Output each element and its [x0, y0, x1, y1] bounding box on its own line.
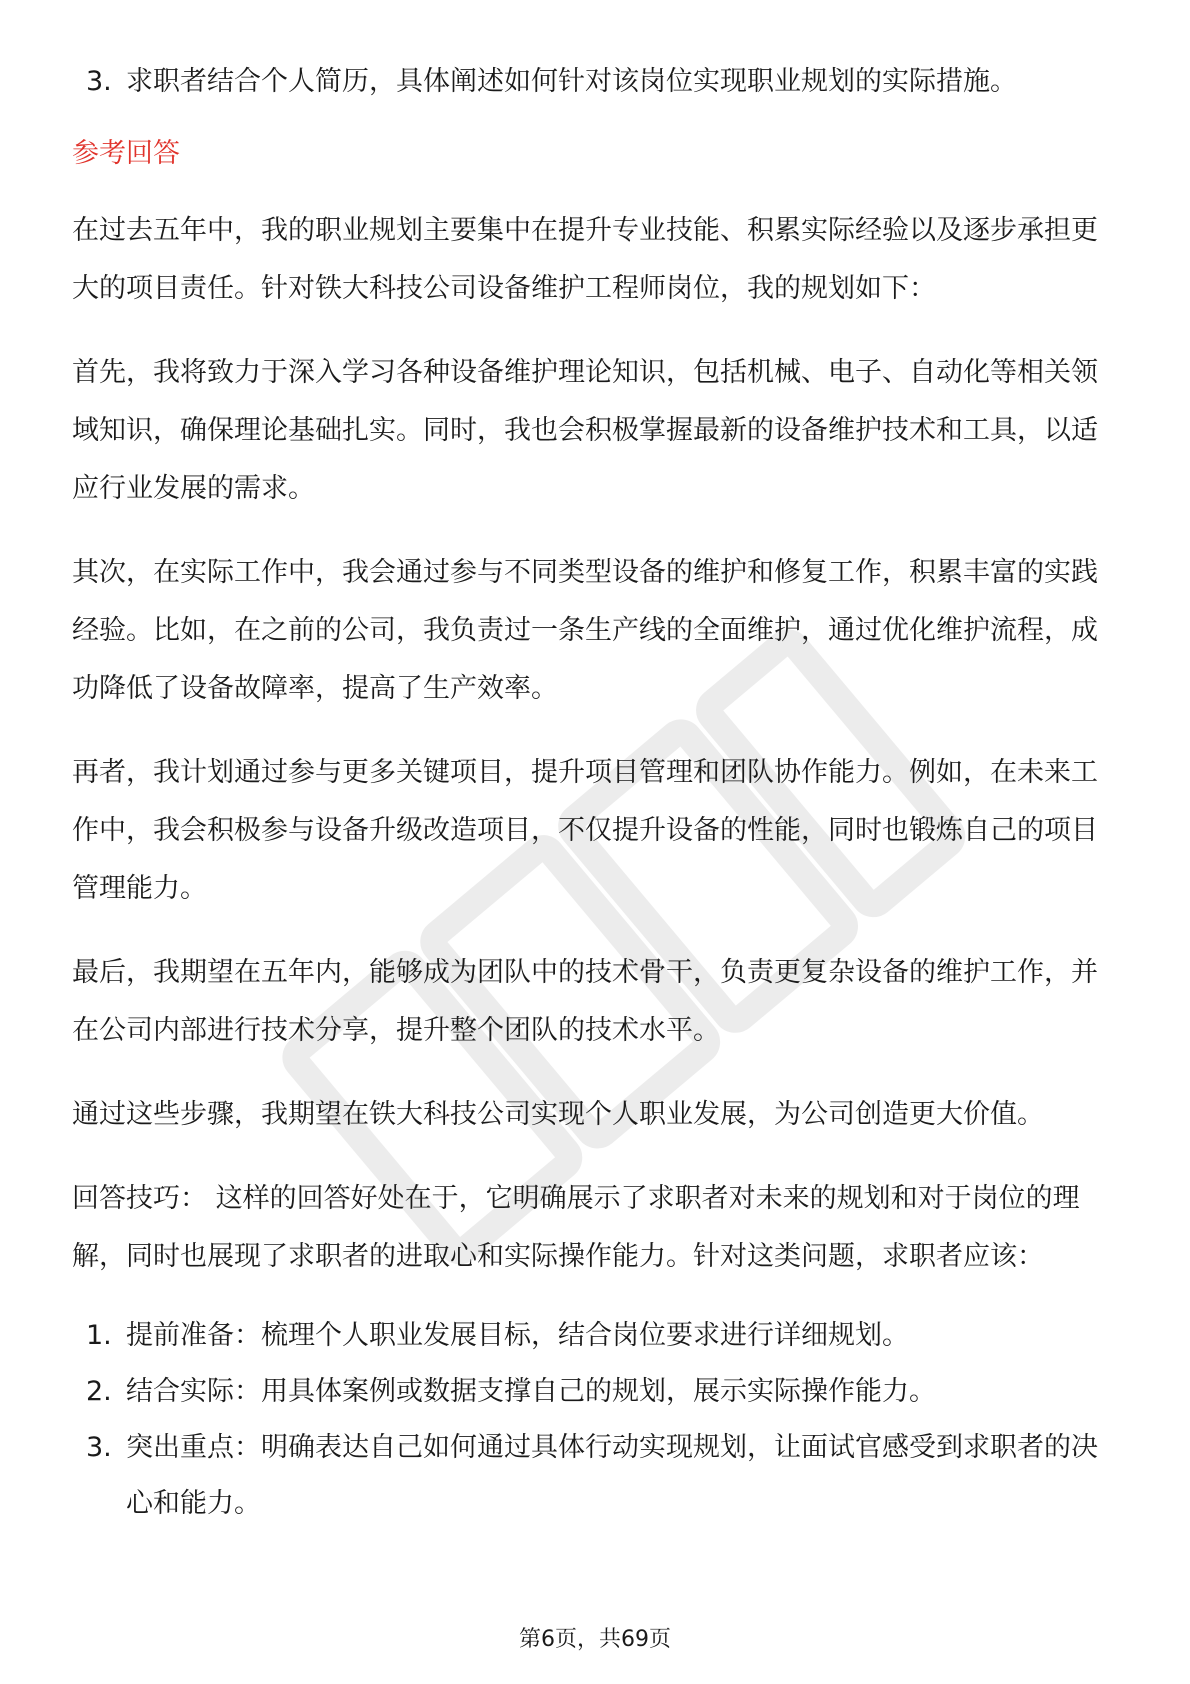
list-text: 结合实际：用具体案例或数据支撑自己的规划，展示实际操作能力。: [126, 1376, 936, 1407]
page-footer: 第6页，共69页: [519, 1627, 671, 1652]
answer-paragraph: 最后，我期望在五年内，能够成为团队中的技术骨干，负责更复杂设备的维护工作，并在公司内部进行技术分享，提升整个团队的技术水平。: [72, 957, 1098, 1046]
list-number: 1.: [86, 1320, 112, 1351]
section-title: 参考回答: [72, 138, 180, 169]
tips-list: [72, 1308, 1122, 1532]
answer-paragraph: 首先，我将致力于深入学习各种设备维护理论知识，包括机械、电子、自动化等相关领域知识，确保理论基础扎实。同时，我也会积极掌握最新的设备维护技术和工具，以适应行业发展的需求。: [72, 357, 1098, 504]
list-number: 3.: [86, 1432, 112, 1463]
list-text: 突出重点：明确表达自己如何通过具体行动实现规划，让面试官感受到求职者的决心和能力。: [126, 1432, 1098, 1519]
main-content: [72, 56, 1122, 1532]
list-item: [72, 1420, 1122, 1532]
question-number: 3.: [86, 66, 112, 97]
answer-paragraph: 其次，在实际工作中，我会通过参与不同类型设备的维护和修复工作，积累丰富的实践经验。比如，在之前的公司，我负责过一条生产线的全面维护，通过优化维护流程，成功降低了设备故障率，提高了生产效率。: [72, 557, 1098, 704]
question-item: [72, 56, 1122, 108]
answer-paragraph: 再者，我计划通过参与更多关键项目，提升项目管理和团队协作能力。例如，在未来工作中，我会积极参与设备升级改造项目，不仅提升设备的性能，同时也锻炼自己的项目管理能力。: [72, 757, 1098, 904]
list-number: 2.: [86, 1376, 112, 1407]
list-item: [72, 1364, 1122, 1420]
answer-paragraph: 在过去五年中，我的职业规划主要集中在提升专业技能、积累实际经验以及逐步承担更大的项目责任。针对铁大科技公司设备维护工程师岗位，我的规划如下：: [72, 215, 1098, 304]
list-text: 提前准备：梳理个人职业发展目标，结合岗位要求进行详细规划。: [126, 1320, 909, 1351]
tips-paragraph: 回答技巧： 这样的回答好处在于，它明确展示了求职者对未来的规划和对于岗位的理解，同时也展现了求职者的进取心和实际操作能力。针对这类问题，求职者应该：: [72, 1183, 1080, 1272]
answer-paragraph: 通过这些步骤，我期望在铁大科技公司实现个人职业发展，为公司创造更大价值。: [72, 1099, 1044, 1130]
question-text: 求职者结合个人简历，具体阐述如何针对该岗位实现职业规划的实际措施。: [126, 66, 1017, 97]
list-item: [72, 1308, 1122, 1364]
